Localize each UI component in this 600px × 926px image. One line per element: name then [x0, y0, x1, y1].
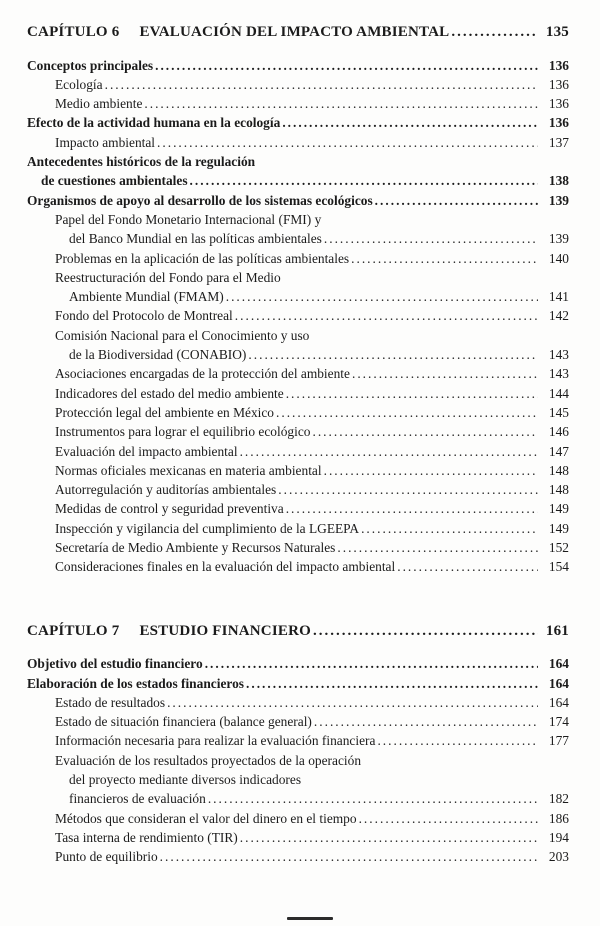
entry-text: Reestructuración del Fondo para el Medio: [55, 269, 281, 285]
leader-dots: [240, 828, 538, 847]
entry-page-number: 194: [548, 829, 569, 845]
toc-entry: [27, 519, 569, 538]
entry-text: Evaluación del impacto ambiental: [55, 443, 238, 459]
leader-dots: [377, 731, 538, 750]
entry-text: Tasa interna de rendimiento (TIR): [55, 829, 238, 845]
leader-dots: [276, 403, 538, 422]
entry-text: Autorregulación y auditorías ambientales: [55, 482, 277, 498]
entry-page-number: 138: [548, 173, 569, 189]
entry-text: Normas oficiales mexicanas en materia ambiental: [55, 462, 322, 478]
entry-text: Asociaciones encargadas de la protección del ambiente: [55, 366, 350, 382]
leader-dots: [235, 306, 538, 325]
entry-text: Instrumentos para lograr el equilibrio ecológico: [55, 424, 311, 440]
chapter-heading: [27, 621, 569, 643]
entry-text: Impacto ambiental: [55, 134, 156, 150]
entry-page-number: 164: [548, 675, 569, 691]
table-of-contents: [27, 22, 569, 866]
entry-page-number: 137: [548, 134, 569, 150]
leader-dots: [144, 94, 538, 113]
leader-dots: [167, 693, 538, 712]
entry-text: Fondo del Protocolo de Montreal: [55, 308, 233, 324]
toc-entry: [27, 403, 569, 422]
toc-entry: [27, 268, 569, 287]
leader-dots: [397, 557, 538, 576]
leader-dots: [226, 287, 538, 306]
entry-page-number: 136: [548, 96, 569, 112]
entry-text: Ambiente Mundial (FMAM): [69, 289, 224, 305]
entry-text: Medidas de control y seguridad preventiva: [55, 501, 284, 517]
toc-entry: [27, 654, 569, 673]
entry-page-number: 142: [548, 308, 569, 324]
toc-entry: [27, 94, 569, 113]
leader-dots: [361, 519, 538, 538]
leader-dots: [155, 56, 538, 75]
toc-entry: [27, 809, 569, 828]
toc-entry: [27, 364, 569, 383]
entry-text: Punto de equilibrio: [55, 849, 158, 865]
leader-dots: [337, 538, 538, 557]
toc-entry: [27, 674, 569, 693]
toc-entry: [27, 770, 569, 789]
toc-entry: [27, 499, 569, 518]
leader-dots: [160, 847, 538, 866]
toc-entry: [27, 306, 569, 325]
toc-entry: [27, 442, 569, 461]
entry-text: Estado de resultados: [55, 694, 166, 710]
leader-dots: [248, 345, 538, 364]
leader-dots: [240, 442, 538, 461]
toc-entry: [27, 538, 569, 557]
entry-text: Consideraciones finales en la evaluación del impacto ambiental: [55, 559, 396, 575]
entry-text: Información necesaria para realizar la evaluación financiera: [55, 733, 376, 749]
entry-page-number: 203: [548, 849, 569, 865]
leader-dots: [286, 384, 538, 403]
chapter-page-number: 135: [545, 24, 569, 40]
entry-page-number: 140: [548, 250, 569, 266]
leader-dots: [375, 191, 538, 210]
toc-entry: [27, 828, 569, 847]
leader-dots: [278, 480, 538, 499]
chapter-title: EVALUACIÓN DEL IMPACTO AMBIENTAL: [139, 24, 450, 40]
leader-dots: [205, 654, 538, 673]
toc-entry: [27, 171, 569, 190]
entry-text: Protección legal del ambiente en México: [55, 404, 275, 420]
toc-entry: [27, 249, 569, 268]
toc-entry: [27, 345, 569, 364]
entry-text: de la Biodiversidad (CONABIO): [69, 347, 247, 363]
entry-text: Evaluación de los resultados proyectados de la operación: [55, 752, 362, 768]
chapter-heading: [27, 22, 569, 44]
entry-text: Indicadores del estado del medio ambiente: [55, 385, 284, 401]
chapter-number: CAPÍTULO 6: [27, 24, 120, 40]
entry-text: de cuestiones ambientales: [41, 173, 188, 189]
entry-text: Elaboración de los estados financieros: [27, 675, 244, 691]
entry-page-number: 147: [548, 443, 569, 459]
toc-entry: [27, 113, 569, 132]
entry-page-number: 148: [548, 462, 569, 478]
toc-entry: [27, 133, 569, 152]
entry-text: Medio ambiente: [55, 96, 143, 112]
toc-entry: [27, 847, 569, 866]
toc-entry: [27, 461, 569, 480]
toc-entry: [27, 287, 569, 306]
entry-page-number: 136: [548, 115, 569, 131]
entry-page-number: 186: [548, 810, 569, 826]
toc-entry: [27, 789, 569, 808]
leader-dots: [352, 364, 538, 383]
entry-page-number: 152: [548, 540, 569, 556]
entry-page-number: 136: [548, 76, 569, 92]
entry-text: Problemas en la aplicación de las políticas ambientales: [55, 250, 350, 266]
chapter-title: ESTUDIO FINANCIERO: [139, 622, 311, 639]
toc-entry: [27, 210, 569, 229]
entry-text: Antecedentes históricos de la regulación: [27, 154, 256, 170]
toc-entry: [27, 693, 569, 712]
toc-entry: [27, 480, 569, 499]
entry-page-number: 139: [548, 192, 569, 208]
entry-text: Estado de situación financiera (balance general): [55, 714, 312, 730]
entry-page-number: 144: [548, 385, 569, 401]
entry-page-number: 146: [548, 424, 569, 440]
leader-dots: [246, 674, 538, 693]
entry-page-number: 148: [548, 482, 569, 498]
entry-page-number: 143: [548, 366, 569, 382]
leader-dots: [351, 249, 538, 268]
entry-page-number: 145: [548, 404, 569, 420]
entry-page-number: 154: [548, 559, 569, 575]
entry-text: del proyecto mediante diversos indicadores: [69, 771, 302, 787]
toc-entry: [27, 751, 569, 770]
entry-page-number: 149: [548, 501, 569, 517]
entry-page-number: 164: [548, 656, 569, 672]
leader-dots: [313, 621, 538, 643]
entry-text: Inspección y vigilancia del cumplimiento de la LGEEPA: [55, 520, 360, 536]
entry-page-number: 141: [548, 289, 569, 305]
leader-dots: [286, 499, 538, 518]
toc-entry: [27, 712, 569, 731]
entry-text: Secretaría de Medio Ambiente y Recursos Naturales: [55, 540, 336, 556]
toc-entry: [27, 229, 569, 248]
leader-dots: [359, 809, 538, 828]
toc-entry: [27, 152, 569, 171]
leader-dots: [324, 229, 538, 248]
entry-page-number: 149: [548, 520, 569, 536]
entry-text: Organismos de apoyo al desarrollo de los sistemas ecológicos: [27, 192, 373, 208]
entry-text: Ecología: [55, 76, 103, 92]
entry-page-number: 174: [548, 714, 569, 730]
entry-text: del Banco Mundial en las políticas ambientales: [69, 231, 322, 247]
leader-dots: [314, 712, 538, 731]
entry-page-number: 143: [548, 347, 569, 363]
scan-artifact: [287, 917, 333, 920]
entry-text: Objetivo del estudio financiero: [27, 656, 203, 672]
leader-dots: [208, 789, 538, 808]
toc-entry: [27, 326, 569, 345]
toc-entry: [27, 384, 569, 403]
toc-entry: [27, 56, 569, 75]
toc-entry: [27, 557, 569, 576]
entry-text: Papel del Fondo Monetario Internacional (FMI) y: [55, 211, 322, 227]
leader-dots: [190, 171, 538, 190]
entry-page-number: 182: [548, 791, 569, 807]
entry-text: Comisión Nacional para el Conocimiento y uso: [55, 327, 310, 343]
leader-dots: [324, 461, 538, 480]
entry-page-number: 164: [548, 694, 569, 710]
leader-dots: [451, 22, 538, 44]
entry-text: Métodos que consideran el valor del dinero en el tiempo: [55, 810, 357, 826]
entry-text: Efecto de la actividad humana en la ecología: [27, 115, 281, 131]
toc-entry: [27, 75, 569, 94]
leader-dots: [105, 75, 538, 94]
entry-page-number: 136: [548, 57, 569, 73]
entry-text: financieros de evaluación: [69, 791, 206, 807]
chapter-section-1: [27, 22, 569, 577]
toc-entry: [27, 731, 569, 750]
chapter-page-number: 161: [545, 622, 569, 639]
toc-entry: [27, 422, 569, 441]
chapter-number: CAPÍTULO 7: [27, 622, 120, 639]
leader-dots: [312, 422, 538, 441]
toc-entry: [27, 191, 569, 210]
leader-dots: [282, 113, 538, 132]
chapter-section-2: [27, 621, 569, 867]
entry-page-number: 177: [548, 733, 569, 749]
entry-text: Conceptos principales: [27, 57, 154, 73]
leader-dots: [157, 133, 538, 152]
entry-page-number: 139: [548, 231, 569, 247]
